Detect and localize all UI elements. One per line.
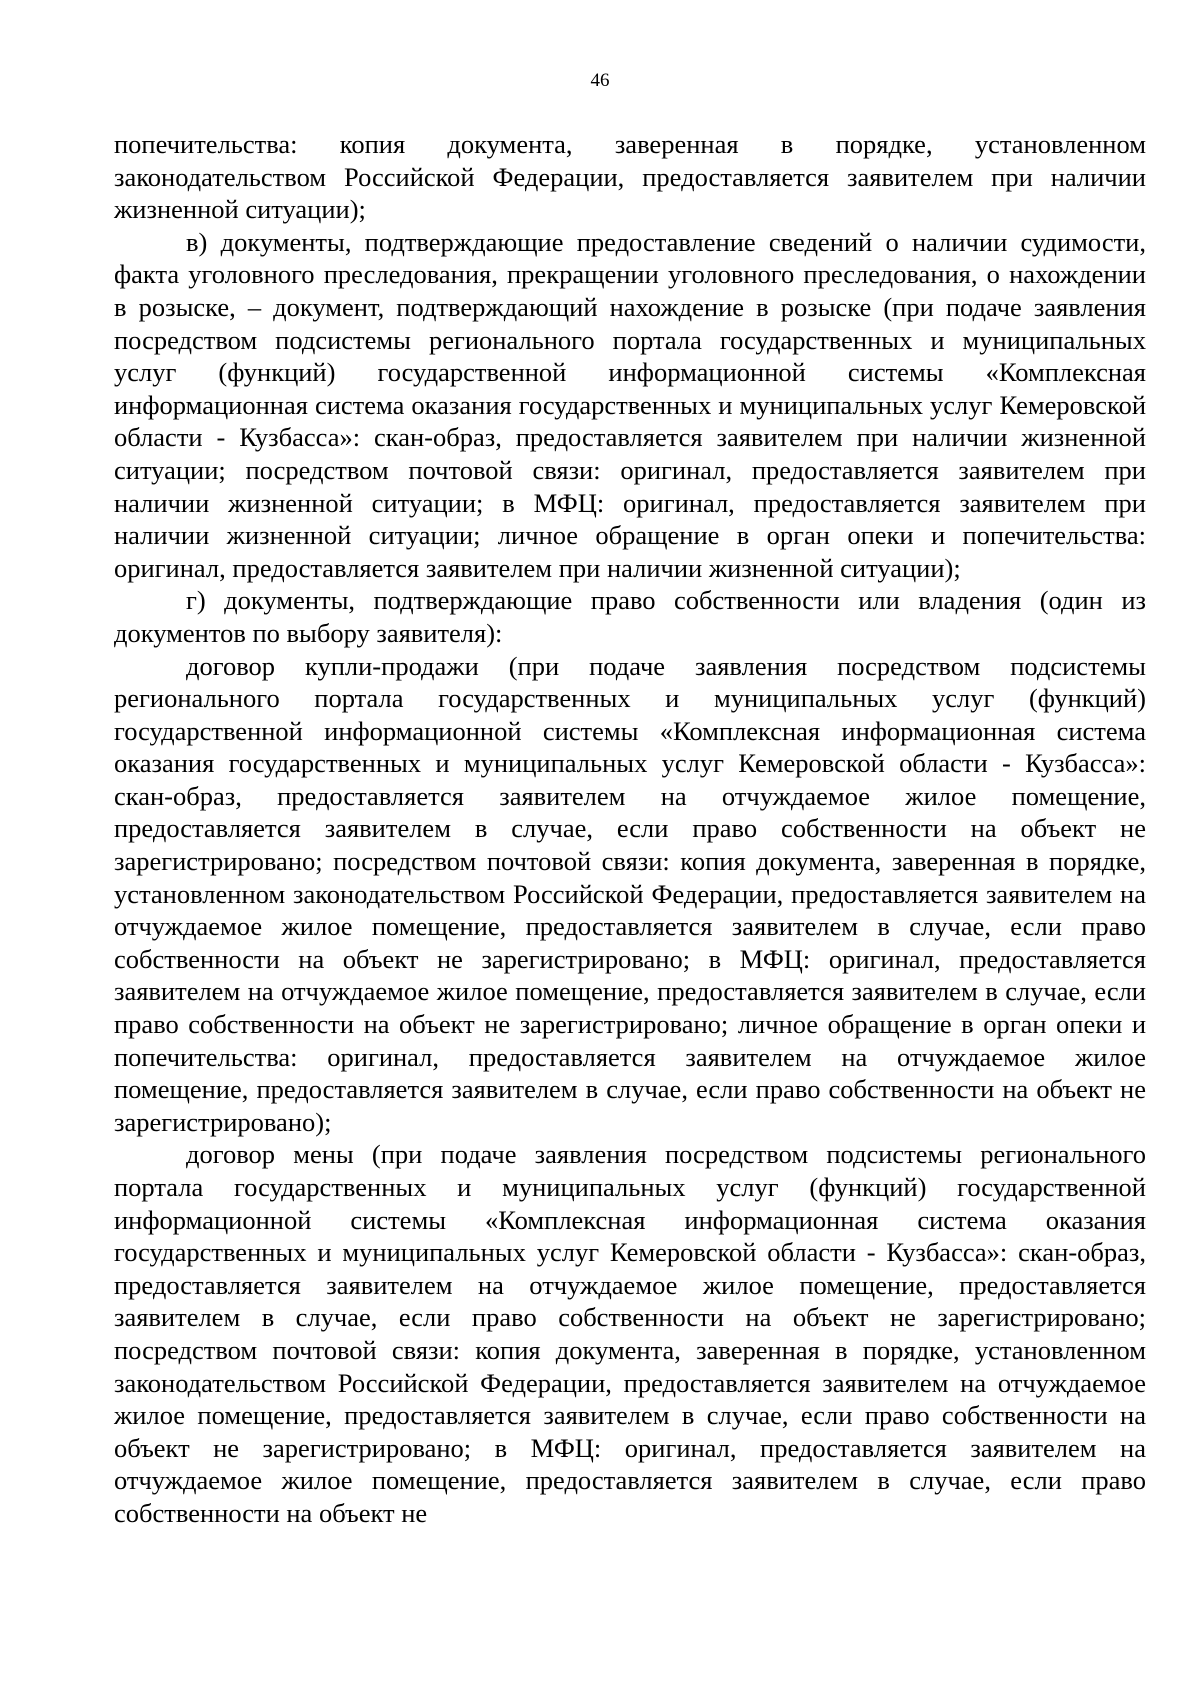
paragraph-item-v: в) документы, подтверждающие предоставление сведений о наличии судимости, факта уголовного преследования, прекращении уголовного преследования, о нахождении в розыске, – документ, подтверждающий нахождение в розыске (при подаче заявления посредством подсистемы регионального портала государственных и муниципальных услуг (функций) государственной информационной системы «Комплексная информационная система оказания государственных и муниципальных услуг Кемеровской области - Кузбасса»: скан-образ, предоставляется заявителем при наличии жизненной ситуации; посредством почтовой связи: оригинал, предоставляется заявителем при наличии жизненной ситуации; в МФЦ: оригинал, предоставляется заявителем при наличии жизненной ситуации; личное обращение в орган опеки и попечительства: оригинал, предоставляется заявителем при наличии жизненной ситуации); [114,226,1146,583]
paragraph-purchase-contract: договор купли-продажи (при подаче заявления посредством подсистемы регионального портала государственных и муниципальных услуг (функций) государственной информационной системы «Комплексная информационная система оказания государственных и муниципальных услуг Кемеровской области - Кузбасса»: скан-образ, предоставляется заявителем на отчуждаемое жилое помещение, предоставляется заявителем в случае, если право собственности на объект не зарегистрировано; посредством почтовой связи: копия документа, заверенная в порядке, установленном законодательством Российской Федерации, предоставляется заявителем на отчуждаемое жилое помещение, предоставляется заявителем в случае, если право собственности на объект не зарегистрировано; в МФЦ: оригинал, предоставляется заявителем на отчуждаемое жилое помещение, предоставляется заявителем в случае, если право собственности на объект не зарегистрировано; личное обращение в орган опеки и попечительства: оригинал, предоставляется заявителем на отчуждаемое жилое помещение, предоставляется заявителем в случае, если право собственности на объект не зарегистрировано); [114,650,1146,1137]
paragraph-item-g: г) документы, подтверждающие право собственности или владения (один из документов по выбору заявителя): [114,585,1146,648]
paragraph-guardianship-continuation: попечительства: копия документа, заверенная в порядке, установленном законодательством Российской Федерации, предоставляется заявителем при наличии жизненной ситуации); [114,129,1146,225]
paragraph-exchange-contract: договор мены (при подаче заявления посредством подсистемы регионального портала государственных и муниципальных услуг (функций) государственной информационной системы «Комплексная информационная система оказания государственных и муниципальных услуг Кемеровской области - Кузбасса»: скан-образ, предоставляется заявителем на отчуждаемое жилое помещение, предоставляется заявителем в случае, если право собственности на объект не зарегистрировано; посредством почтовой связи: копия документа, заверенная в порядке, установленном законодательством Российской Федерации, предоставляется заявителем на отчуждаемое жилое помещение, предоставляется заявителем в случае, если право собственности на объект не зарегистрировано; в МФЦ: оригинал, предоставляется заявителем на отчуждаемое жилое помещение, предоставляется заявителем в случае, если право собственности на объект не [114,1139,1146,1528]
document-body [114,128,1146,1530]
page-number: 46 [590,70,610,91]
